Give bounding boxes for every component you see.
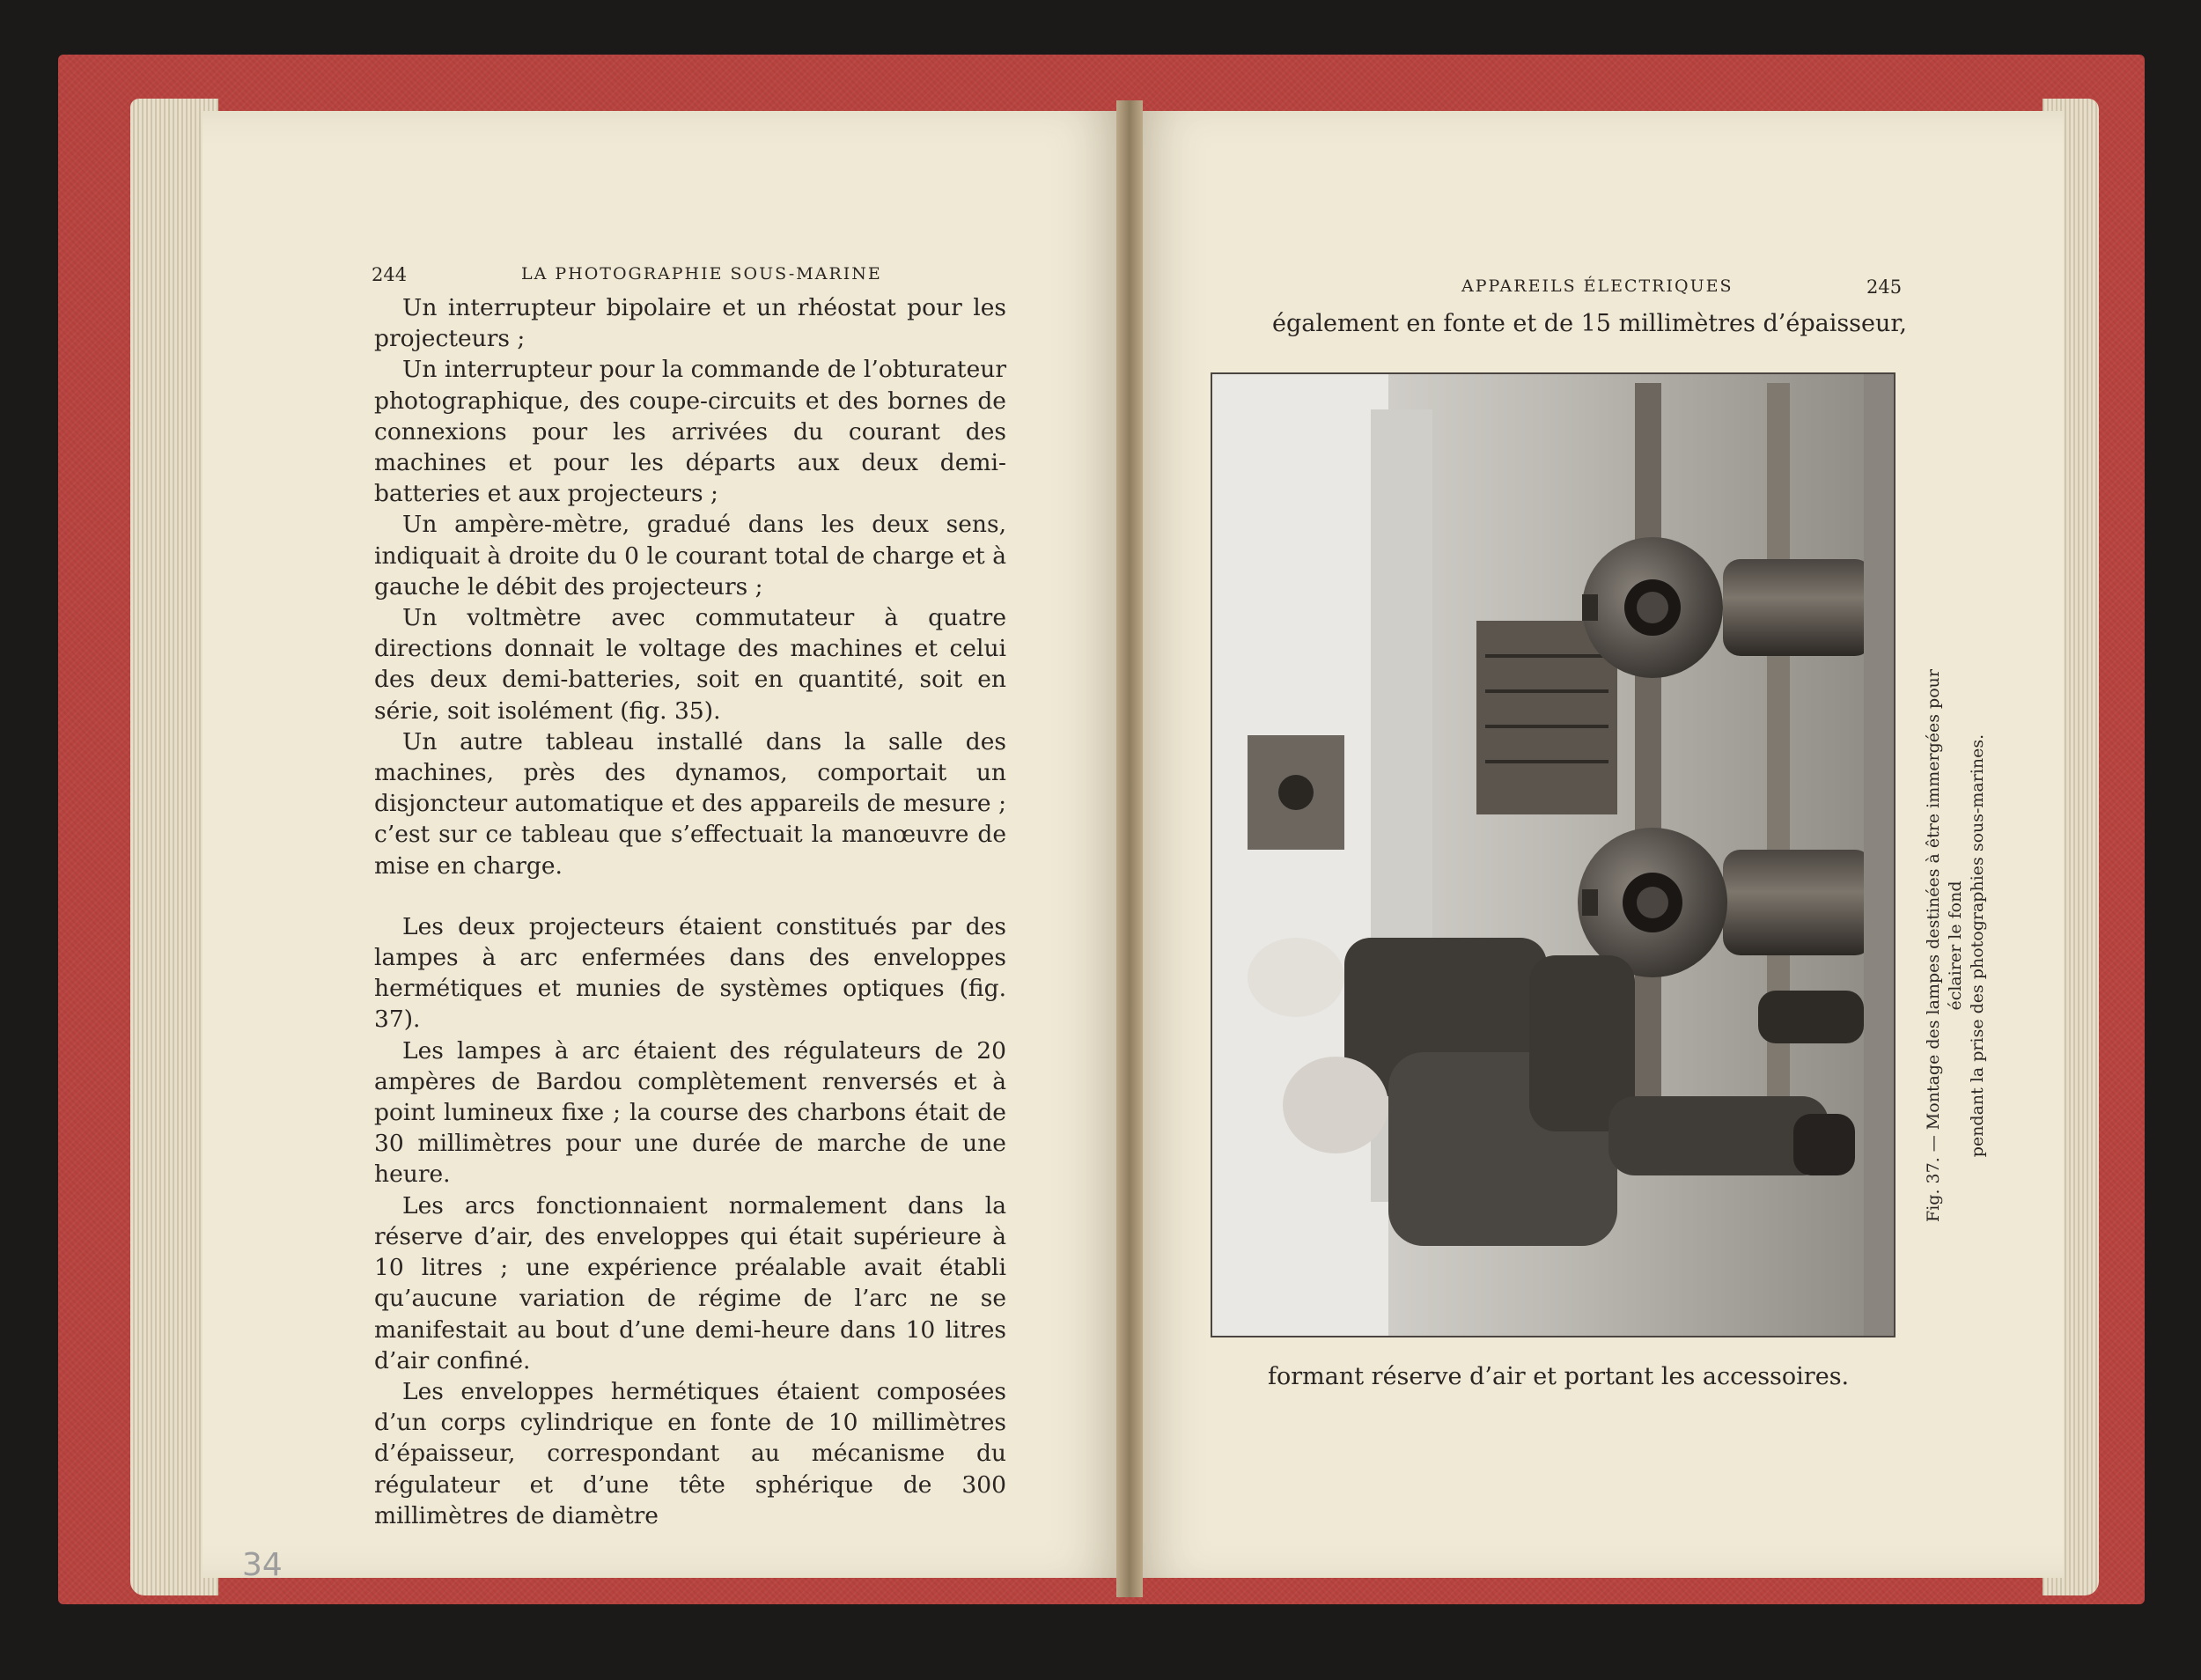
figure-caption <box>1923 637 1989 1254</box>
paragraph: Les deux projecteurs étaient constitués par des lampes à arc enfermées dans des enveloppes hermétiques et munies de systèmes optiques (fig. 37). <box>374 912 1006 1034</box>
caption-line-2: pendant la prise des photographies sous-marines. <box>1968 733 1987 1158</box>
paragraph: Un interrupteur pour la commande de l’obturateur photographique, des coupe-circuits et des bornes de connexions pour les arrivées du courant des machines et pour les départs aux deux demi-batteries et aux projecteurs ; <box>374 356 1006 508</box>
paragraph: Les arcs fonctionnaient normalement dans la réserve d’air, des enveloppes qui était supérieure à 10 litres ; une expérience préalable avait établi qu’aucune variation de régime de l’arc ne se manifestait au bout d’une demi-heure dans 10 litres d’air confiné. <box>374 1191 1006 1374</box>
left-running-head: LA PHOTOGRAPHIE SOUS-MARINE <box>521 264 882 284</box>
paragraph: Un interrupteur bipolaire et un rhéostat pour les projecteurs ; <box>374 294 1006 353</box>
photo-illustration <box>1212 374 1894 1336</box>
right-top-line: également en fonte et de 15 millimètres d’épaisseur, <box>1272 310 1907 337</box>
paragraph: Les enveloppes hermétiques étaient composées d’un corps cylindrique en fonte de 10 millimètres d’épaisseur, correspondant au mécanisme du régulateur et d’une tête sphérique de 300 millimètres de diamètre <box>374 1377 1006 1529</box>
paragraph: Les lampes à arc étaient des régulateurs de 20 ampères de Bardou complètement renversés et à point lumineux fixe ; la course des charbons était de 30 millimètres pour une durée de marche de une heure. <box>374 1036 1006 1189</box>
caption-line-1: Fig. 37. — Montage des lampes destinées à être immergées pour éclairer le fond <box>1924 669 1965 1222</box>
right-bottom-line: formant réserve d’air et portant les accessoires. <box>1268 1363 1850 1390</box>
left-page-number: 244 <box>372 264 408 285</box>
pencil-note: 34 <box>242 1547 283 1583</box>
paragraph: Un ampère-mètre, gradué dans les deux sens, indiquait à droite du 0 le courant total de charge et à gauche le débit des projecteurs ; <box>374 511 1006 601</box>
right-running-head: APPAREILS ÉLECTRIQUES <box>1461 276 1734 296</box>
book-gutter <box>1116 100 1143 1597</box>
figure-37-photograph <box>1211 372 1896 1337</box>
left-body-text <box>374 292 1006 1531</box>
paragraph: Un autre tableau installé dans la salle des machines, près des dynamos, comportait un disjoncteur automatique et des appareils de mesure ; c’est sur ce tableau que s’effectuait la manœuvre de mise en charge. <box>374 727 1006 880</box>
right-page-number: 245 <box>1866 276 1903 298</box>
paragraph: Un voltmètre avec commutateur à quatre directions donnait le voltage des machines et celui des deux demi-batteries, soit en quantité, soit en série, soit isolément (fig. 35). <box>374 604 1006 725</box>
